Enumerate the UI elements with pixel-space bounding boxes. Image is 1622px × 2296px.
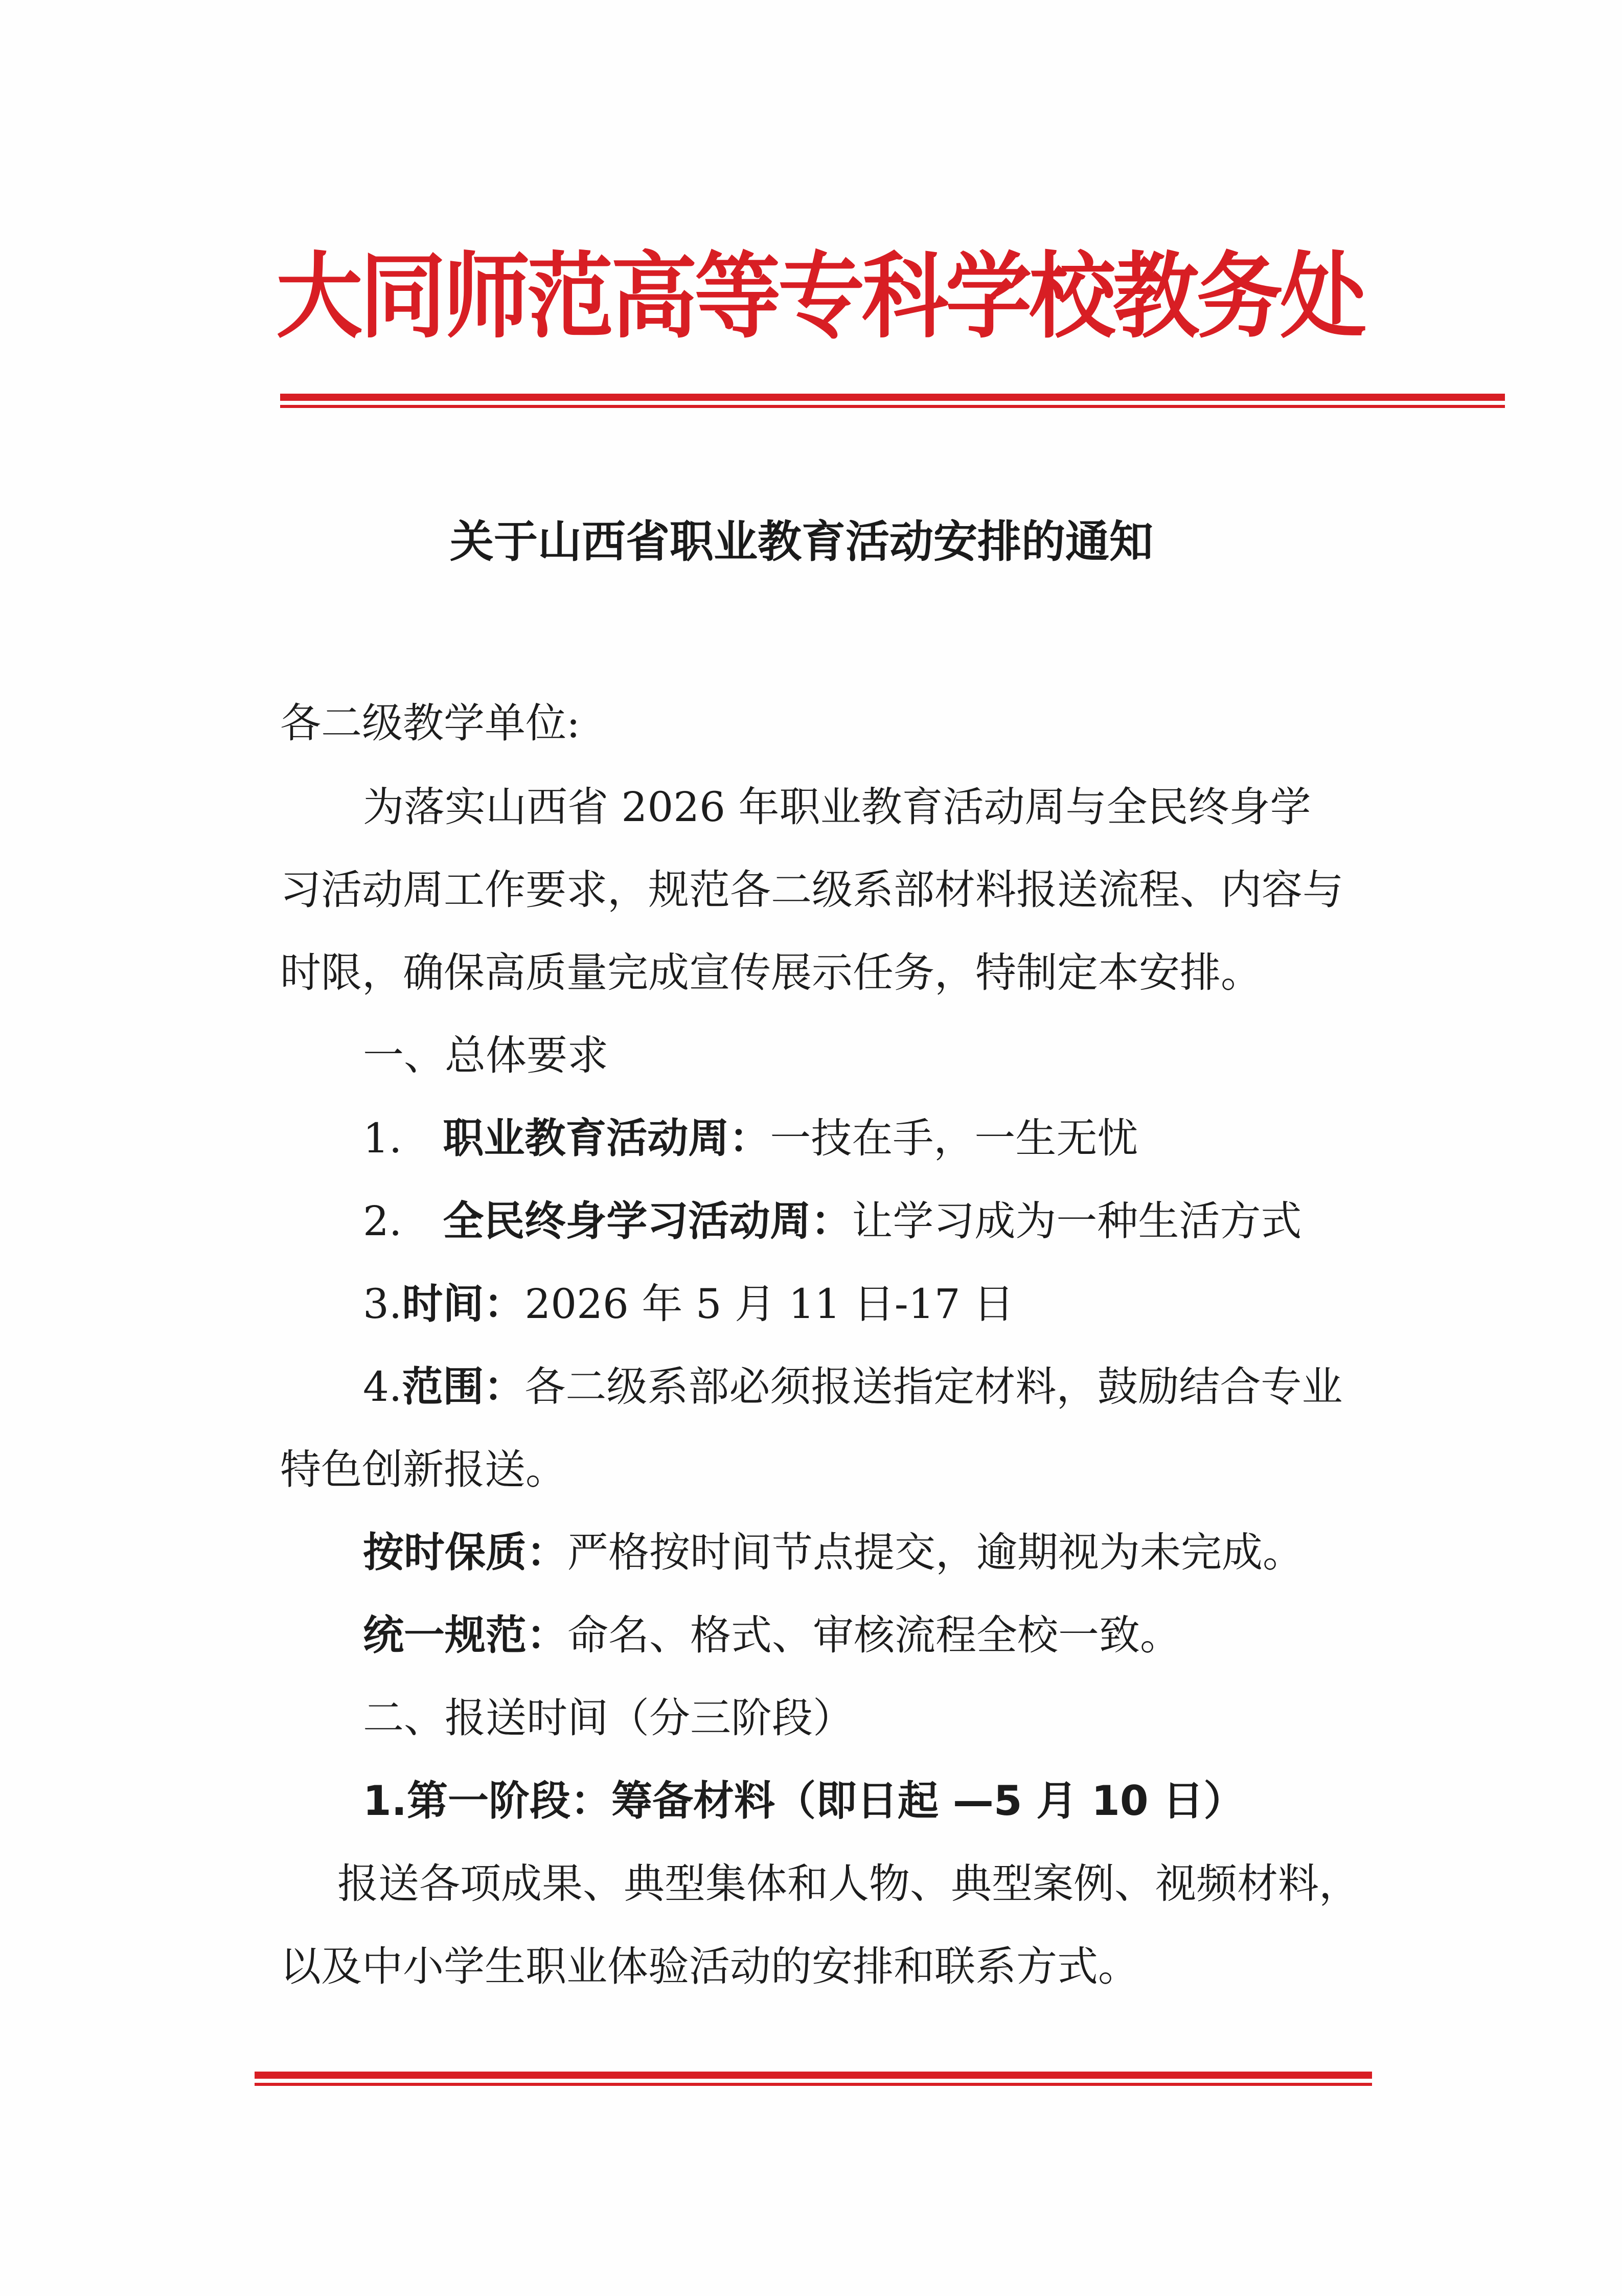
stage1-body-line-2: 以及中小学生职业体验活动的安排和联系方式。 [280, 1943, 1139, 1990]
stage1-body-line-1: 报送各项成果、典型集体和人物、典型案例、视频材料， [337, 1860, 1360, 1907]
intro-line-2: 习活动周工作要求，规范各二级系部材料报送流程、内容与 [280, 866, 1343, 914]
item-label: 范围： [402, 1363, 525, 1411]
item-number: 2. [363, 1197, 402, 1245]
footer-rule-thin [255, 2083, 1372, 2086]
section1-item-4 [363, 1356, 1342, 1418]
section1-heading: 一、总体要求 [363, 1032, 608, 1079]
section1-item-2 [363, 1191, 1301, 1252]
principle-label: 按时保质： [363, 1529, 567, 1576]
item-number: 1. [363, 1115, 402, 1162]
item-number: 4. [363, 1363, 402, 1411]
section2-heading: 二、报送时间（分三阶段） [363, 1694, 854, 1742]
letterhead-org-name: 大同师范高等专科学校教务处 [276, 242, 1364, 351]
item-label: 全民终身学习活动周： [443, 1197, 852, 1245]
section1-item-4-continuation: 特色创新报送。 [280, 1446, 566, 1493]
letterhead-rule-thick [280, 394, 1505, 401]
principle-text: 命名、格式、审核流程全校一致。 [567, 1611, 1181, 1659]
item-text: 2026 年 5 月 11 日-17 日 [524, 1280, 1015, 1328]
principle-text: 严格按时间节点提交，逾期视为未完成。 [567, 1529, 1304, 1576]
item-label: 时间： [402, 1280, 525, 1328]
footer-rule-thick [255, 2072, 1372, 2079]
principle-on-time [363, 1522, 1304, 1583]
item-text: 让学习成为一种生活方式 [852, 1197, 1302, 1245]
section1-item-1 [363, 1108, 1138, 1169]
principle-unified [363, 1605, 1181, 1666]
letterhead-rule-thin [280, 405, 1505, 408]
intro-line-1: 为落实山西省 2026 年职业教育活动周与全民终身学 [363, 783, 1311, 831]
item-text: 各二级系部必须报送指定材料，鼓励结合专业 [524, 1363, 1343, 1411]
salutation: 各二级教学单位: [280, 699, 580, 747]
principle-label: 统一规范： [363, 1611, 567, 1659]
item-label: 职业教育活动周： [443, 1115, 770, 1162]
item-number: 3. [363, 1280, 402, 1328]
section1-item-3 [363, 1274, 1014, 1335]
stage1-heading: 1.第一阶段：筹备材料（即日起 —5 月 10 日） [363, 1777, 1245, 1825]
item-text: 一技在手，一生无忧 [770, 1115, 1138, 1162]
intro-line-3: 时限，确保高质量完成宣传展示任务，特制定本安排。 [280, 949, 1262, 996]
document-title: 关于山西省职业教育活动安排的通知 [450, 516, 1153, 567]
